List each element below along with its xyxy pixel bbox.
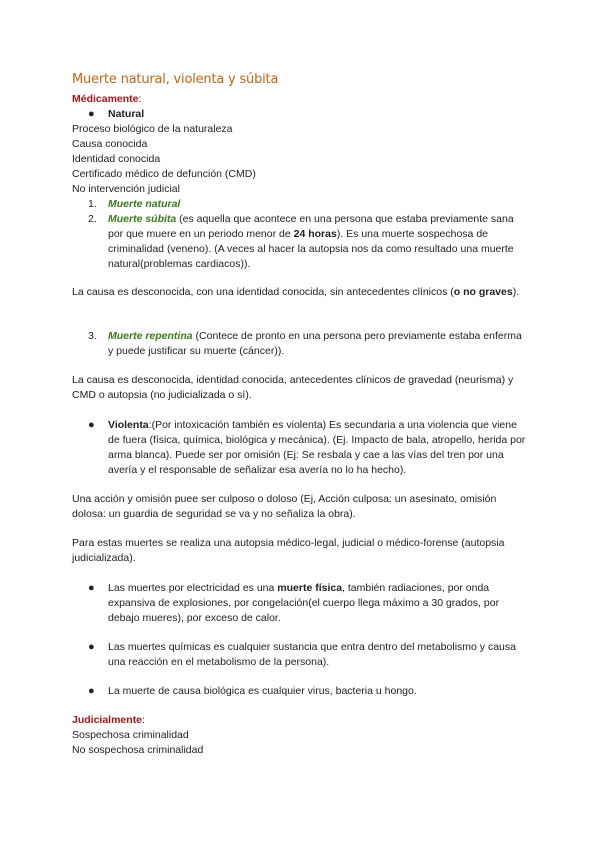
- natural-line: Proceso biológico de la naturaleza: [72, 123, 233, 135]
- list-item-label: Muerte súbita: [108, 213, 177, 225]
- paragraph-action-omission: Una acción y omisión puee ser culposo o doloso (Ej, Acción culposa: un asesinato, omisión dolosa: un guardia de seguridad se va y no señaliza la obra).: [72, 493, 497, 520]
- medical-heading-colon: :: [138, 93, 142, 105]
- medical-heading: [72, 92, 141, 107]
- paragraph-text: La causa es desconocida, con una identidad conocida, sin antecedentes clínicos (: [72, 286, 454, 298]
- list-item-label: Violenta: [108, 419, 149, 431]
- list-item-text: Las muertes por electricidad es una: [108, 582, 278, 594]
- bullet-icon: ●: [88, 108, 95, 120]
- list-item-label: Muerte natural: [108, 198, 181, 210]
- list-item-physical-death: [108, 581, 528, 626]
- natural-line: No intervención judicial: [72, 183, 180, 195]
- judicial-line: No sospechosa criminalidad: [72, 744, 204, 756]
- list-item-label: Muerte repentina: [108, 330, 193, 342]
- paragraph-sudden-cause: [72, 285, 532, 300]
- paragraph-text: ).: [512, 286, 520, 298]
- list-item-muerte-natural: [108, 197, 528, 212]
- natural-line: Causa conocida: [72, 138, 148, 150]
- paragraph-bold: o no graves: [453, 286, 513, 298]
- paragraph-repentina-cause: La causa es desconocida, identidad conocida, antecedentes clínicos de gravedad (neurisma) y CMD o autopsia (no judicializada o sí).: [72, 374, 514, 401]
- list-item-bold: 24 horas: [293, 228, 337, 240]
- list-item-bold: muerte física: [277, 582, 343, 594]
- judicial-heading-colon: :: [142, 714, 145, 726]
- list-item-biological-death: La muerte de causa biológica es cualquier virus, bacteria u hongo.: [108, 685, 417, 697]
- natural-bullet-label: Natural: [108, 108, 145, 120]
- judicial-heading-text: Judicialmente: [72, 714, 143, 726]
- natural-line: Identidad conocida: [72, 153, 161, 165]
- judicial-line: Sospechosa criminalidad: [72, 729, 189, 741]
- bullet-icon: ●: [88, 419, 95, 431]
- list-number: 3.: [88, 330, 97, 342]
- list-item-text: :(Por intoxicación también es violenta) Es secundaria a una violencia que viene de fuera (física, química, biológica y mecánica). (Ej. Impacto de bala, atropello, herida por arma blanca). Puede ser por omisión (Ej: Se resbala y cae a las vías del tren por una avería y el responsable de señalizar esa avería no lo ha hecho).: [108, 419, 526, 476]
- bullet-icon: ●: [88, 641, 95, 653]
- list-item-muerte-repentina: [108, 329, 528, 359]
- judicial-heading: [72, 713, 145, 728]
- list-item-muerte-subita: [108, 212, 528, 272]
- bullet-icon: ●: [88, 685, 95, 697]
- document-title: Muerte natural, violenta y súbita: [72, 72, 279, 87]
- natural-line: Certificado médico de defunción (CMD): [72, 168, 256, 180]
- list-item-text: (es aquella que acontece en una persona que estaba previamente sana por que muere en un periodo menor de: [108, 213, 514, 240]
- medical-heading-text: Médicamente: [72, 93, 139, 105]
- bullet-icon: ●: [88, 582, 95, 594]
- paragraph-autopsy: Para estas muertes se realiza una autopsia médico-legal, judicial o médico-forense (autopsia judicializada).: [72, 537, 505, 564]
- list-item-text: (Contece de pronto en una persona pero previamente estaba enferma y puede justificar su muerte (cáncer)).: [108, 330, 522, 357]
- list-item-violenta: [108, 418, 528, 478]
- list-item-text: , también radiaciones, por onda expansiva de explosiones, por congelación(el cuerpo llega máximo a 30 grados, por debajo mueres), por exceso de calor.: [108, 582, 500, 624]
- list-number: 2.: [88, 213, 97, 225]
- list-number: 1.: [88, 198, 97, 210]
- list-item-chemical-death: Las muertes químicas es cualquier sustancia que entra dentro del metabolismo y causa una reacción en el metabolismo de la persona).: [108, 641, 516, 668]
- list-item-text: ). Es una muerte sospechosa de criminalidad (veneno). (A veces al hacer la autopsia nos da como resultado una muerte natural(problemas cardiacos)).: [108, 228, 514, 270]
